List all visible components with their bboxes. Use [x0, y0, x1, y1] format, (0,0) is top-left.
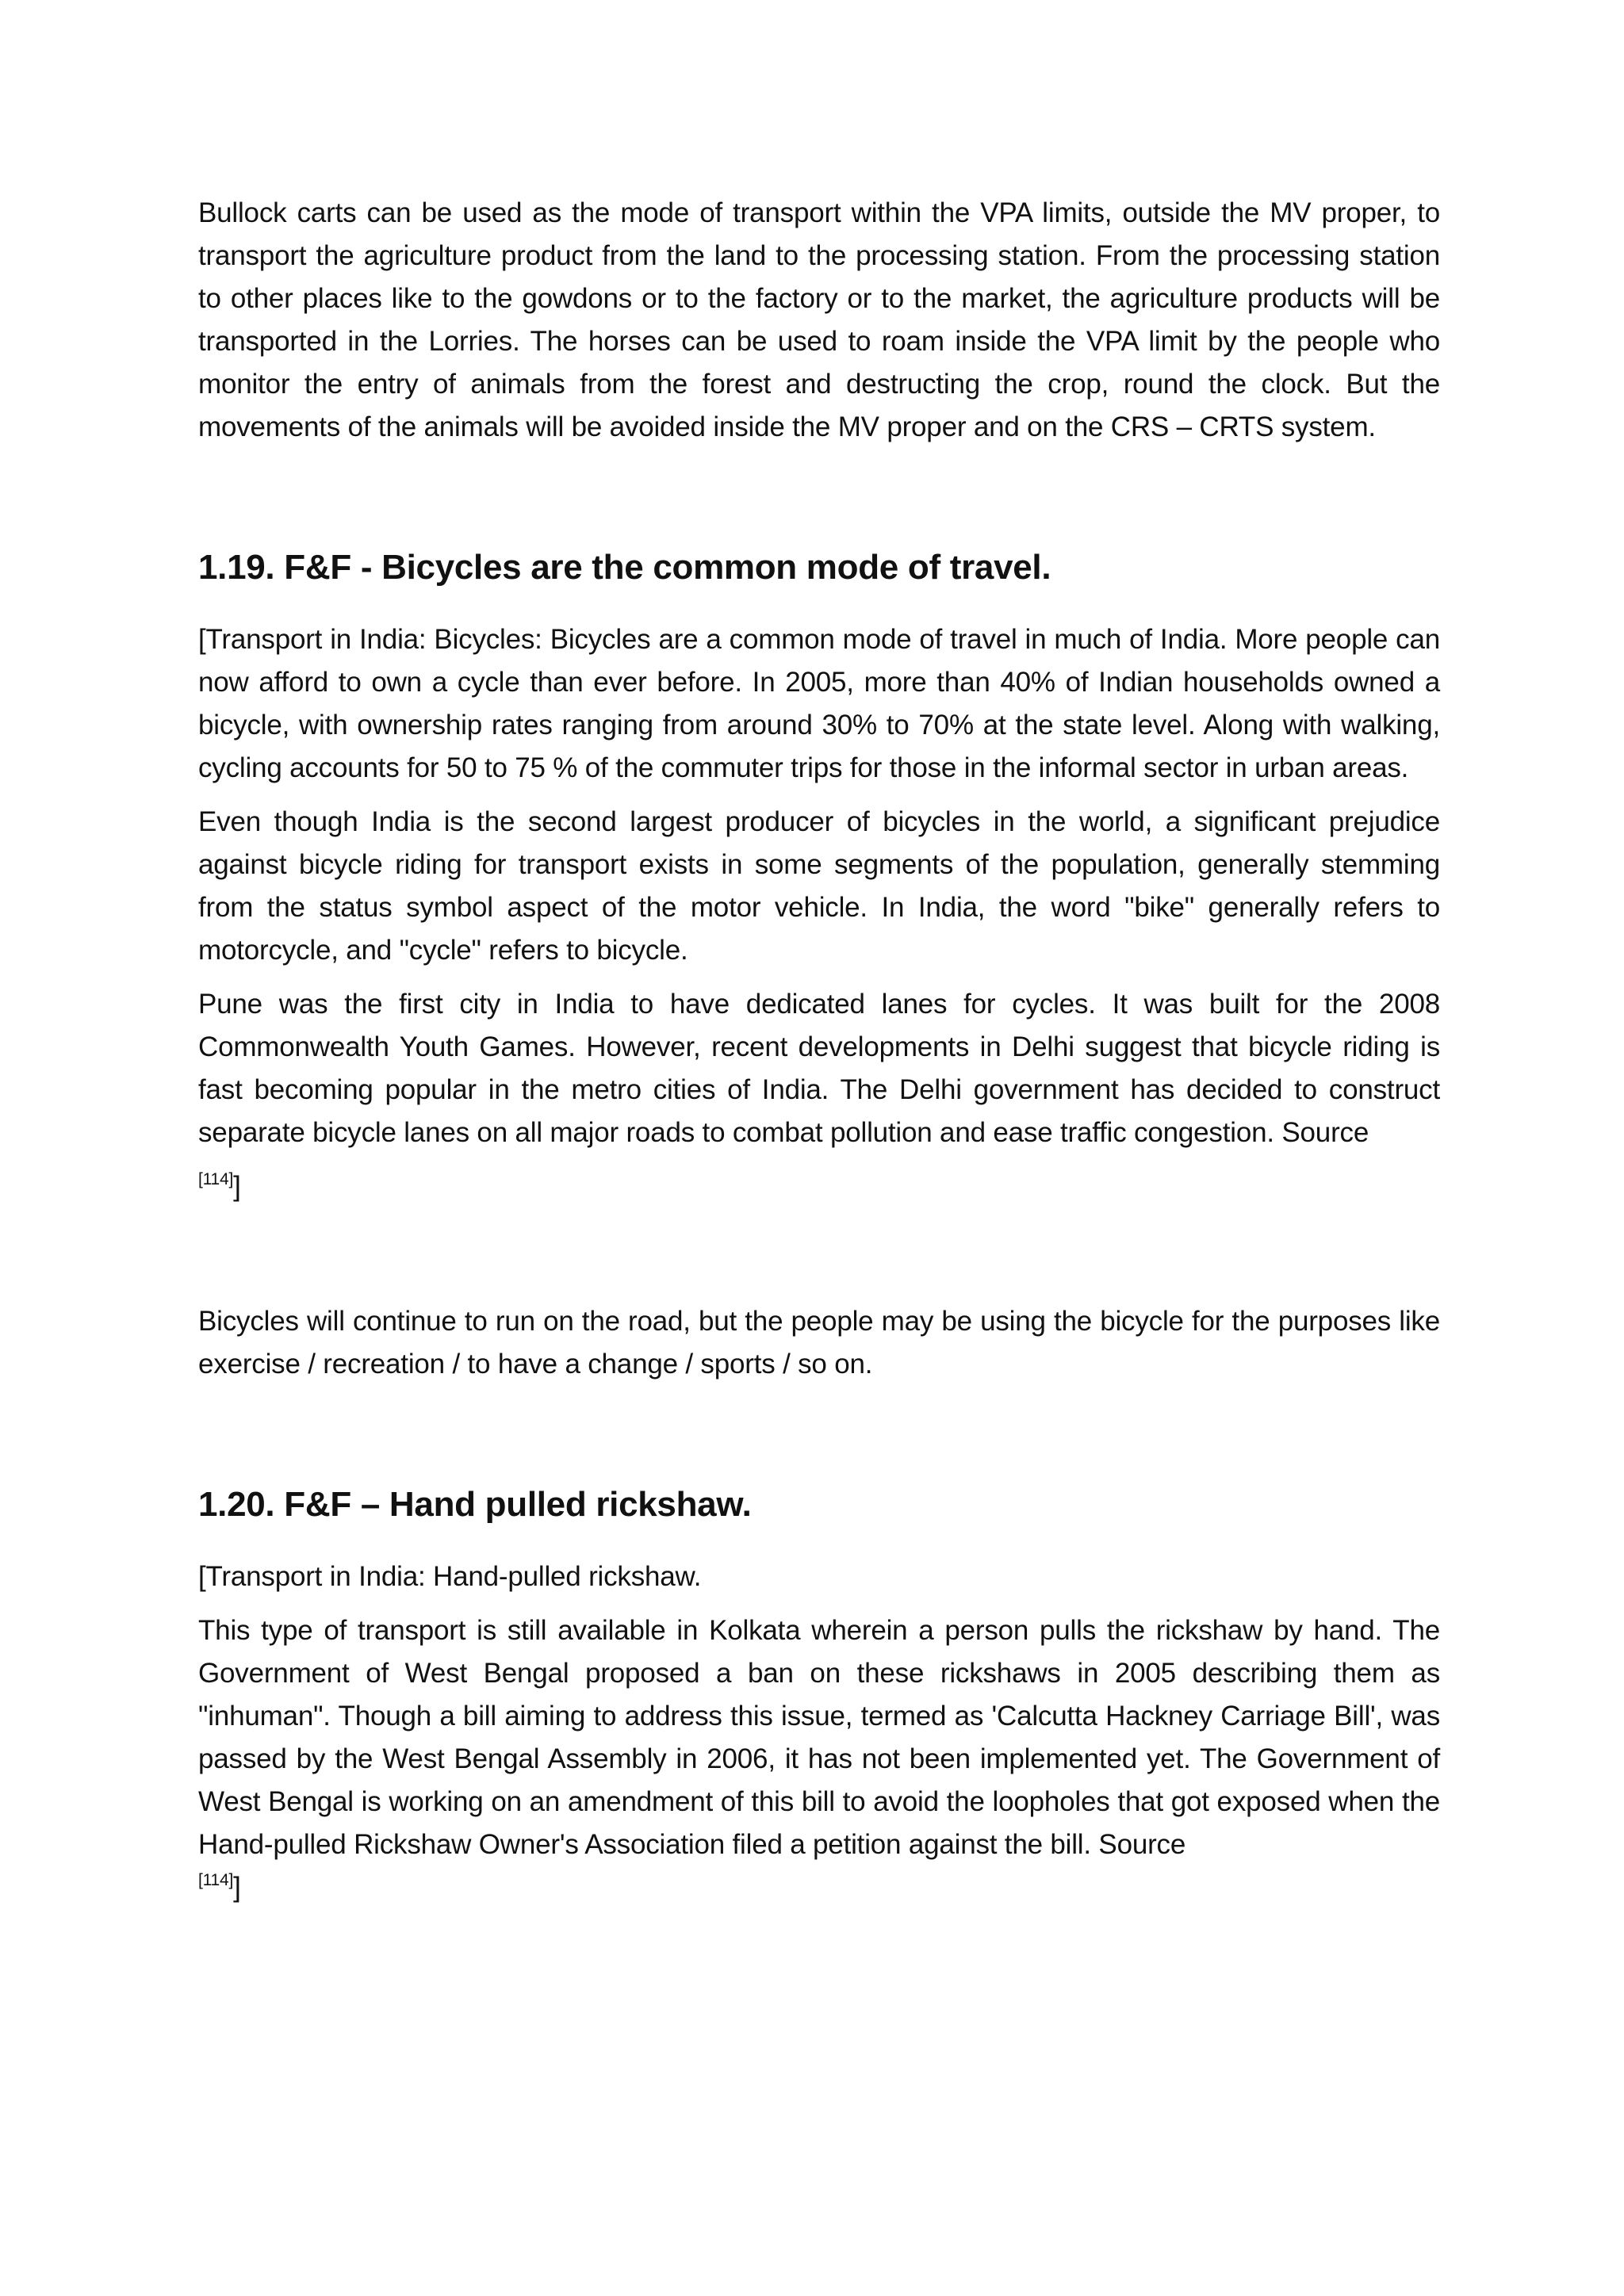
section-heading-1-19: 1.19. F&F - Bicycles are the common mode of travel. [198, 548, 1051, 587]
citation-ref-114: [114] [198, 1170, 234, 1188]
bicycles-paragraph-3-reference [198, 1165, 1440, 1208]
rickshaw-paragraph-2-text: This type of transport is still available in Kolkata wherein a person pulls the rickshaw by hand. The Government of West Bengal proposed a ban on these rickshaws in 2005 describing them as "inhuman". Though a bill aiming to address this issue, termed as 'Calcutta Hackney Carriage Bill', was passed by the West Bengal Assembly in 2006, it has not been implemented yet. The Government of West Bengal is working on an amendment of this bill to avoid the loopholes that got exposed when the Hand-pulled Rickshaw Owner's Association filed a petition against the bill. Source [198, 1615, 1440, 1860]
rickshaw-paragraph-2 [198, 1609, 1440, 1866]
citation-ref-114: [114] [198, 1871, 234, 1889]
bicycles-paragraph-3 [198, 983, 1440, 1154]
closing-bracket: ] [233, 1171, 241, 1202]
bicycles-paragraph-2: Even though India is the second largest producer of bicycles in the world, a significant prejudice against bicycle riding for transport exists in some segments of the population, generally stemming from the status symbol aspect of the motor vehicle. In India, the word "bike" generally refers to motorcycle, and "cycle" refers to bicycle. [198, 806, 1440, 966]
rickshaw-paragraph-2-reference [198, 1866, 1440, 1909]
rickshaw-paragraph-1: [Transport in India: Hand-pulled rickshaw. [198, 1561, 702, 1592]
section-heading-1-20: 1.20. F&F – Hand pulled rickshaw. [198, 1485, 752, 1524]
document-page [198, 192, 1440, 1909]
bicycles-paragraph-3-text: Pune was the first city in India to have dedicated lanes for cycles. It was built for the 2008 Commonwealth Youth Games. However, recent developments in Delhi suggest that bicycle riding is fast becoming popular in the metro cities of India. The Delhi government has decided to construct separate bicycle lanes on all major roads to combat pollution and ease traffic congestion. Source [198, 989, 1440, 1148]
bicycles-paragraph-1: [Transport in India: Bicycles: Bicycles are a common mode of travel in much of India. More people can now afford to own a cycle than ever before. In 2005, more than 40% of Indian households owned a bicycle, with ownership rates ranging from around 30% to 70% at the state level. Along with walking, cycling accounts for 50 to 75 % of the commuter trips for those in the informal sector in urban areas. [198, 624, 1440, 783]
closing-bracket: ] [233, 1872, 241, 1903]
bicycles-paragraph-4: Bicycles will continue to run on the road, but the people may be using the bicycle for the purposes like exercise / recreation / to have a change / sports / so on. [198, 1306, 1440, 1380]
intro-paragraph: Bullock carts can be used as the mode of transport within the VPA limits, outside the MV proper, to transport the agriculture product from the land to the processing station. From the processing station to other places like to the gowdons or to the factory or to the market, the agriculture products will be transported in the Lorries. The horses can be used to roam inside the VPA limit by the people who monitor the entry of animals from the forest and destructing the crop, round the clock. But the movements of the animals will be avoided inside the MV proper and on the CRS – CRTS system. [198, 197, 1440, 442]
